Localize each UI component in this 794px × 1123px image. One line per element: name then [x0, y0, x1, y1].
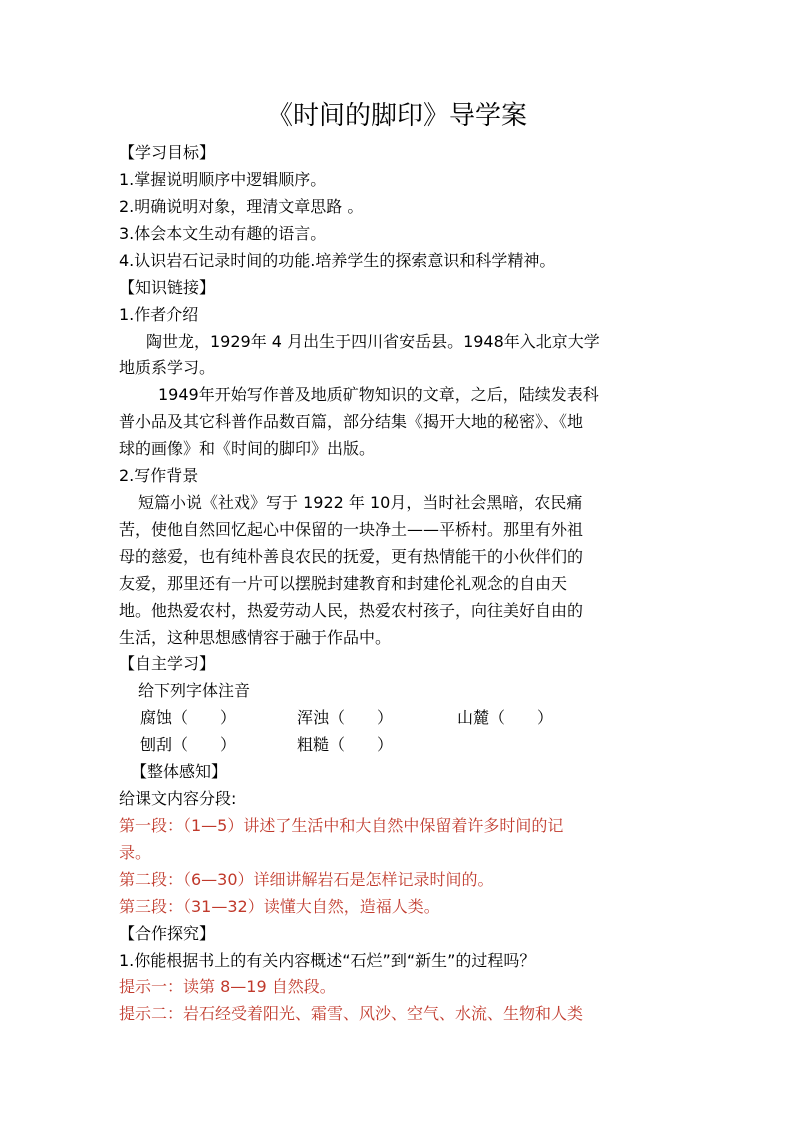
section-heading-overall: 【整体感知】	[131, 762, 228, 781]
background-line: 苦，使他自然回忆起心中保留的一块净土——平桥村。那里有外祖	[119, 520, 584, 539]
cooperative-hint: 提示一：读第 8—19 自然段。	[119, 977, 336, 996]
pinyin-word: 山麓（ ）	[457, 708, 554, 727]
pinyin-word: 粗糙（ ）	[297, 735, 394, 754]
paragraph-division: 第二段：（6—30）详细讲解岩石是怎样记录时间的。	[119, 870, 494, 889]
author-line: 球的画像》和《时间的脚印》出版。	[119, 439, 376, 458]
paragraph-division: 第一段：（1—5）讲述了生活中和大自然中保留着许多时间的记	[119, 816, 564, 835]
cooperative-hint: 提示二：岩石经受着阳光、霜雪、风沙、空气、水流、生物和人类	[119, 1004, 584, 1023]
self-study-instruction: 给下列字体注音	[138, 681, 251, 700]
background-heading: 2.写作背景	[119, 466, 199, 485]
section-heading-cooperative: 【合作探究】	[119, 924, 216, 943]
background-line: 地。他热爱农村，热爱劳动人民，热爱农村孩子，向往美好自由的	[119, 601, 584, 620]
page-title: 《时间的脚印》导学案	[266, 101, 527, 131]
cooperative-question: 1.你能根据书上的有关内容概述“石烂”到“新生”的过程吗？	[119, 951, 536, 970]
goal-item: 1.掌握说明顺序中逻辑顺序。	[119, 170, 327, 189]
author-heading: 1.作者介绍	[119, 305, 199, 324]
background-line: 生活，这种思想感情容于融于作品中。	[119, 628, 392, 647]
overall-instruction: 给课文内容分段:	[119, 789, 237, 808]
goal-item: 3.体会本文生动有趣的语言。	[119, 224, 327, 243]
pinyin-word: 腐蚀（ ）	[140, 708, 237, 727]
author-line: 地质系学习。	[119, 358, 216, 377]
section-heading-goals: 【学习目标】	[119, 143, 216, 162]
background-line: 短篇小说《社戏》写于 1922 年 10月，当时社会黑暗，农民痛	[138, 493, 583, 512]
pinyin-word: 刨刮（ ）	[140, 735, 237, 754]
author-line: 普小品及其它科普作品数百篇，部分结集《揭开大地的秘密》、《地	[119, 412, 584, 431]
section-heading-knowledge: 【知识链接】	[119, 278, 216, 297]
paragraph-division: 录。	[119, 843, 152, 862]
author-line: 陶世龙，1929年 4 月出生于四川省安岳县。1948年入北京大学	[146, 332, 600, 351]
pinyin-word: 浑浊（ ）	[297, 708, 394, 727]
goal-item: 4.认识岩石记录时间的功能.培养学生的探索意识和科学精神。	[119, 251, 556, 270]
background-line: 友爱，那里还有一片可以摆脱封建教育和封建伦礼观念的自由天	[119, 574, 568, 593]
goal-item: 2.明确说明对象，理清文章思路 。	[119, 197, 364, 216]
section-heading-self-study: 【自主学习】	[119, 654, 216, 673]
author-line: 1949年开始写作普及地质矿物知识的文章，之后，陆续发表科	[158, 385, 599, 404]
paragraph-division: 第三段：（31—32）读懂大自然，造福人类。	[119, 897, 440, 916]
background-line: 母的慈爱，也有纯朴善良农民的抚爱，更有热情能干的小伙伴们的	[119, 547, 584, 566]
